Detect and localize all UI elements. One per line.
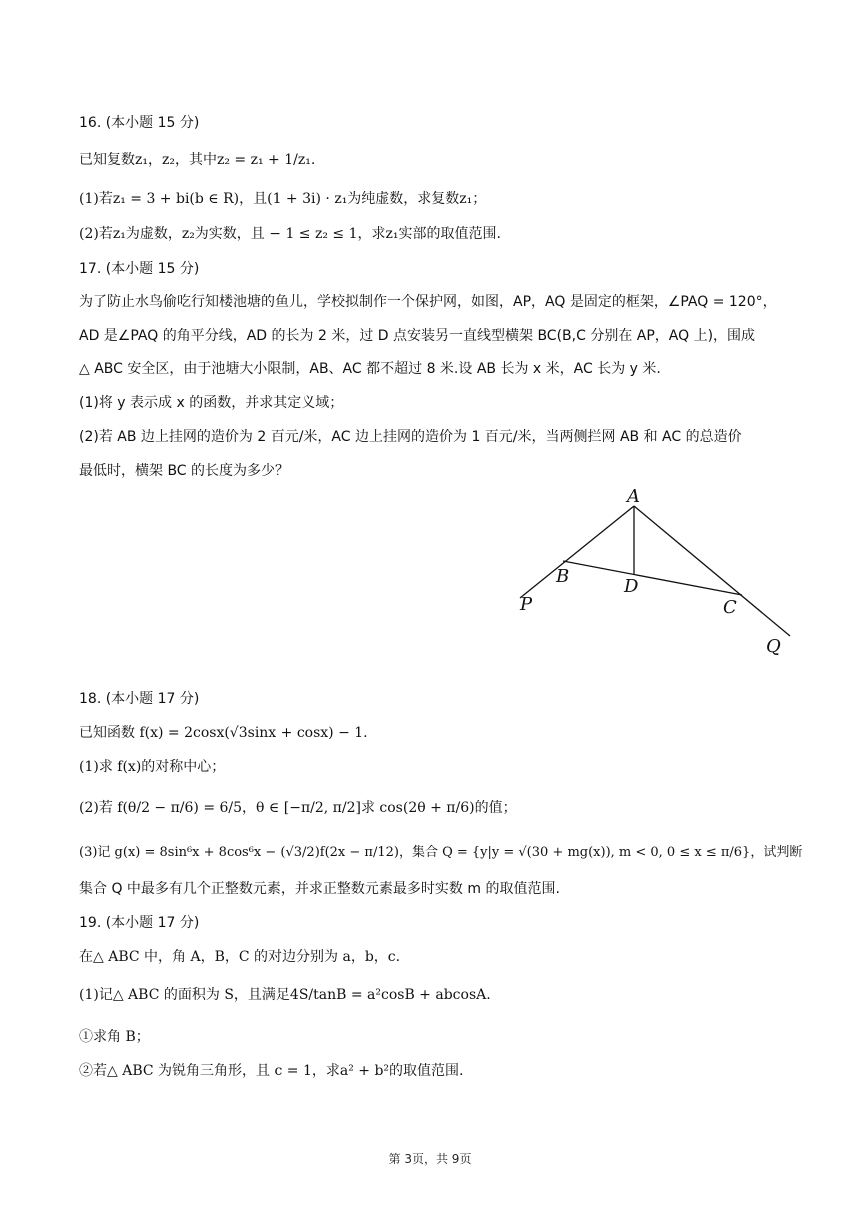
- problem-18-header: 18. (本小题 17 分): [79, 691, 200, 707]
- problem-17-line-1: 为了防止水鸟偷吃行知楼池塘的鱼儿，学校拟制作一个保护网，如图，AP，AQ 是固定的框架，∠PAQ = 120°，: [79, 294, 777, 310]
- problem-16-header: 16. (本小题 15 分): [79, 115, 200, 131]
- segment-bc: [563, 561, 742, 595]
- problem-19-line-1: 在△ ABC 中，角 A，B，C 的对边分别为 a，b，c.: [79, 949, 401, 965]
- problem-18-line-3: (2)若 f(θ/2 − π/6) = 6/5，θ ∈ [−π/2, π/2]求 cos(2θ + π/6)的值；: [79, 800, 517, 816]
- ray-aq: [634, 506, 790, 636]
- problem-19-line-3: ①求角 B；: [79, 1029, 150, 1045]
- problem-18-line-4: (3)记 g(x) = 8sin⁶x + 8cos⁶x − (√3/2)f(2x − π/12)，集合 Q = {y|y = √(30 + mg(x)), m < 0, 0 ≤ x ≤ π/6}，试判断: [79, 845, 803, 860]
- problem-17-header: 17. (本小题 15 分): [79, 261, 200, 277]
- label-a: A: [627, 486, 640, 507]
- label-b: B: [556, 566, 570, 587]
- problem-17-line-6: 最低时，横架 BC 的长度为多少？: [79, 463, 290, 479]
- label-q: Q: [766, 636, 781, 657]
- problem-19-header: 19. (本小题 17 分): [79, 915, 200, 931]
- label-c: C: [723, 597, 737, 618]
- ray-ap: [520, 506, 634, 598]
- problem-16-line-2: (1)若z₁ = 3 + bi(b ∈ R)，且(1 + 3i) · z₁为纯虚数，求复数z₁；: [79, 191, 487, 207]
- problem-19-line-2: (1)记△ ABC 的面积为 S，且满足4S/tanB = a²cosB + abcosA.: [79, 987, 491, 1003]
- problem-16-line-3: (2)若z₁为虚数，z₂为实数，且 − 1 ≤ z₂ ≤ 1，求z₁实部的取值范围.: [79, 226, 501, 242]
- problem-17-line-3: △ ABC 安全区，由于池塘大小限制，AB、AC 都不超过 8 米.设 AB 长为 x 米，AC 长为 y 米.: [79, 361, 661, 377]
- problem-18-line-2: (1)求 f(x)的对称中心；: [79, 759, 226, 775]
- triangle-figure: [512, 484, 800, 660]
- problem-19-line-4: ②若△ ABC 为锐角三角形，且 c = 1，求a² + b²的取值范围.: [79, 1063, 464, 1079]
- problem-17-line-2: AD 是∠PAQ 的角平分线，AD 的长为 2 米，过 D 点安装另一直线型横架 BC(B,C 分别在 AP，AQ 上)，围成: [79, 328, 756, 344]
- page-number-footer: 第 3页，共 9页: [388, 1152, 472, 1166]
- problem-17-line-5: (2)若 AB 边上挂网的造价为 2 百元/米，AC 边上挂网的造价为 1 百元/米，当两侧拦网 AB 和 AC 的总造价: [79, 429, 742, 445]
- problem-17-line-4: (1)将 y 表示成 x 的函数，并求其定义域；: [79, 395, 344, 411]
- problem-18-line-1: 已知函数 f(x) = 2cosx(√3sinx + cosx) − 1.: [79, 725, 368, 741]
- problem-16-line-1: 已知复数z₁，z₂，其中z₂ = z₁ + 1/z₁.: [79, 152, 316, 168]
- problem-18-line-5: 集合 Q 中最多有几个正整数元素，并求正整数元素最多时实数 m 的取值范围.: [79, 881, 560, 897]
- label-p: P: [520, 594, 533, 615]
- label-d: D: [624, 576, 639, 597]
